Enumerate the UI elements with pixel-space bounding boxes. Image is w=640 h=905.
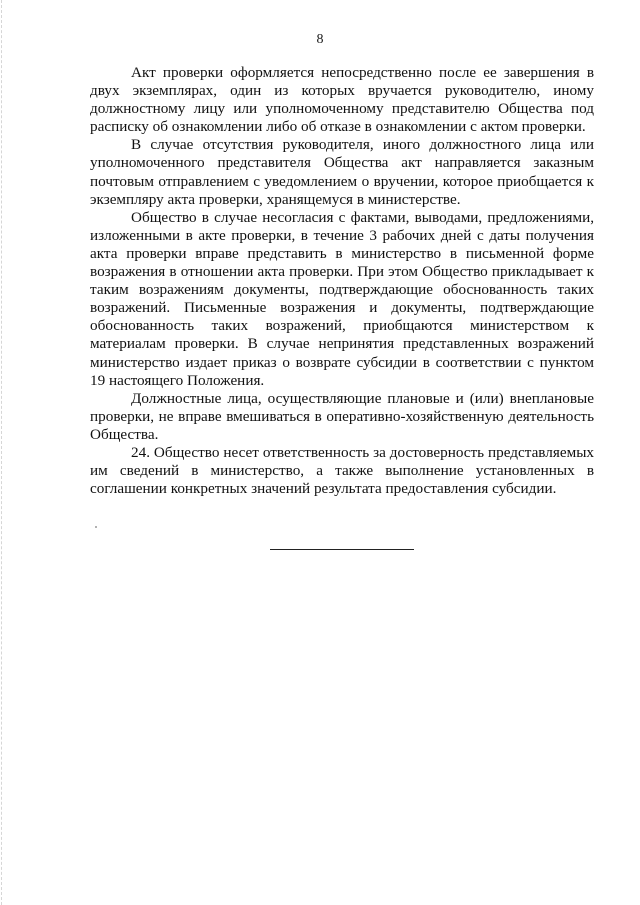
paragraph-absence-of-manager: В случае отсутствия руководителя, иного должностного лица или уполномоченного представителя Общества акт направляется заказным почтовым отправлением с уведомлением о вручении, которое приобщается к экземпляру акта проверки, хранящемуся в министерстве. [90, 136, 594, 208]
scan-speck [95, 526, 97, 528]
paragraph-objections: Общество в случае несогласия с фактами, выводами, предложениями, изложенными в акте проверки, в течение 3 рабочих дней с даты получения акта проверки вправе представить в министерство в письменной форме возражения в отношении акта проверки. При этом Общество прикладывает к таким возражениям документы, подтверждающие обоснованность таких возражений. Письменные возражения и документы, подтверждающие обоснованность таких возражений, приобщаются министерством к материалам проверки. В случае непринятия представленных возражений министерство издает приказ о возврате субсидии в соответствии с пунктом 19 настоящего Положения. [90, 208, 594, 389]
paragraph-officials-interference: Должностные лица, осуществляющие плановые и (или) внеплановые проверки, не вправе вмешиваться в оперативно-хозяйственную деятельность Общества. [90, 389, 594, 443]
paragraph-item-24: 24. Общество несет ответственность за достоверность представляемых им сведений в министерство, а также выполнение установленных в соглашении конкретных значений результата предоставления субсидии. [90, 443, 594, 498]
document-body [90, 64, 594, 498]
paragraph-inspection-act: Акт проверки оформляется непосредственно после ее завершения в двух экземплярах, один из которых вручается руководителю, иному должностному лицу или уполномоченному представителю Общества под расписку об ознакомлении либо об отказе в ознакомлении с актом проверки. [90, 64, 594, 136]
page-number: 8 [316, 32, 324, 47]
end-of-text-rule [270, 549, 414, 550]
scan-edge-line [1, 0, 2, 905]
